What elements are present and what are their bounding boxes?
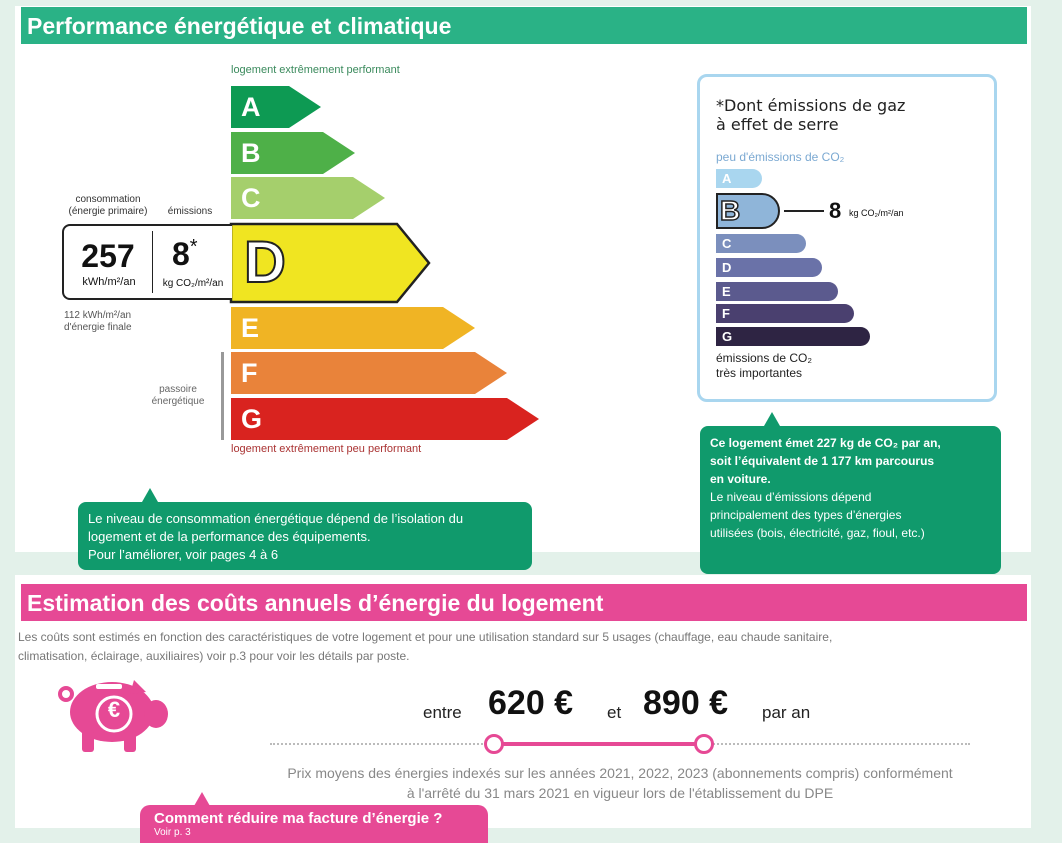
emissions-label: émissions <box>167 206 213 217</box>
final-energy-line1: 112 kWh/m²/an <box>64 310 132 321</box>
reduce-bill-tip <box>194 792 210 806</box>
bubble-tip-right <box>764 412 780 426</box>
costs-intro <box>18 628 1028 666</box>
bubble-line1: Le niveau de consommation énergétique dépend de l’isolation du <box>88 511 464 526</box>
ges-info-bubble <box>700 426 1001 574</box>
passoire-bracket <box>221 352 224 440</box>
ges-bubble-line5: principalement des types d’énergies <box>710 508 902 522</box>
ges-class-d-letter: D <box>716 258 822 277</box>
passoire-line2: énergétique <box>151 396 205 407</box>
price-note-line1: Prix moyens des énergies indexés sur les années 2021, 2022, 2023 (abonnements compris) conformément <box>287 765 953 781</box>
reduce-bill-subtitle[interactable]: Voir p. 3 <box>154 827 191 838</box>
ges-class-e <box>716 282 838 301</box>
ges-bubble-line6: utilisées (bois, électricité, gaz, fioul, etc.) <box>710 526 925 540</box>
ges-title-line2: à effet de serre <box>716 115 839 134</box>
price-note-line2: à l'arrêté du 31 mars 2021 en vigueur lors de l'établissement du DPE <box>406 785 834 801</box>
ges-unit: kg CO₂/m²/an <box>849 208 904 218</box>
ges-value: 8 <box>829 198 842 223</box>
ges-title-line1: *Dont émissions de gaz <box>716 96 906 115</box>
ges-class-e-letter: E <box>716 282 838 301</box>
ges-bottom-line1: émissions de CO₂ <box>716 351 813 365</box>
ges-bubble-line3: en voiture. <box>710 472 771 486</box>
conso-info-bubble <box>78 502 532 570</box>
passoire-line1: passoire <box>159 384 197 395</box>
ges-class-f-letter: F <box>716 304 854 323</box>
emissions-star: * <box>189 236 198 258</box>
conso-label-line1: consommation <box>75 194 141 205</box>
bubble-tip-left <box>142 488 158 502</box>
conso-value: 257 <box>81 238 135 274</box>
between-label: entre <box>423 703 462 722</box>
ges-bubble-line1: Ce logement émet 227 kg de CO₂ par an, <box>710 436 941 450</box>
range-max-handle <box>694 734 714 754</box>
conso-unit: kWh/m²/an <box>82 276 136 288</box>
ges-class-c-letter: C <box>716 234 806 253</box>
ges-class-f <box>716 304 854 323</box>
and-label: et <box>607 703 622 722</box>
emissions-number: 8 <box>172 236 190 272</box>
performance-title: Performance énergétique et climatique <box>21 7 1027 44</box>
range-min-handle <box>484 734 504 754</box>
class-f <box>231 352 507 394</box>
ges-pointer-line <box>784 210 824 212</box>
class-e <box>231 307 475 349</box>
ges-bottom-line2: très importantes <box>716 366 803 380</box>
class-g <box>231 398 539 440</box>
ges-class-d <box>716 258 822 277</box>
max-price: 890 € <box>643 684 729 722</box>
per-year-label: par an <box>762 703 811 722</box>
ges-class-b-letter: B <box>720 195 741 226</box>
ges-bubble-line2: soit l’équivalent de 1 177 km parcourus <box>710 454 935 468</box>
reduce-bill-title[interactable]: Comment réduire ma facture d’énergie ? <box>154 810 443 827</box>
class-a <box>231 86 321 128</box>
class-e-letter: E <box>231 307 443 349</box>
reduce-bill-link[interactable] <box>140 805 488 843</box>
min-price: 620 € <box>488 684 574 722</box>
class-b-letter: B <box>231 132 323 174</box>
ges-title <box>716 96 905 134</box>
range-bar <box>494 742 704 746</box>
bubble-line3: Pour l’améliorer, voir pages 4 à 6 <box>88 547 279 562</box>
passoire-label <box>138 384 218 408</box>
class-c <box>231 177 385 219</box>
class-f-letter: F <box>231 352 475 394</box>
costs-intro-line2: climatisation, éclairage, auxiliaires) voir p.3 pour voir les détails par poste. <box>18 649 410 663</box>
ges-class-g <box>716 327 870 346</box>
value-box-divider <box>152 231 153 293</box>
class-d-letter: D <box>244 230 286 295</box>
ges-bottom-hint <box>716 351 812 381</box>
class-g-letter: G <box>231 398 507 440</box>
emissions-unit: kg CO₂/m²/an <box>162 278 224 289</box>
emissions-value <box>172 236 198 273</box>
class-c-letter: C <box>231 177 353 219</box>
costs-intro-line1: Les coûts sont estimés en fonction des caractéristiques de votre logement et pour une utilisation standard sur 5 usages (chauffage, eau chaude sanitaire, <box>18 630 833 644</box>
bubble-line2: logement et de la performance des équipements. <box>88 529 371 544</box>
bottom-hint: logement extrêmement peu performant <box>231 443 422 455</box>
ges-class-c <box>716 234 806 253</box>
ges-class-g-letter: G <box>716 327 870 346</box>
final-energy-line2: d'énergie finale <box>64 322 132 333</box>
price-note <box>230 763 1010 803</box>
ges-class-a-letter: A <box>716 169 762 188</box>
costs-title: Estimation des coûts annuels d’énergie du logement <box>21 584 1027 621</box>
class-a-letter: A <box>231 86 289 128</box>
ges-bubble-line4: Le niveau d’émissions dépend <box>710 490 872 504</box>
euro-symbol: € <box>107 697 121 722</box>
conso-label-line2: (énergie primaire) <box>68 206 148 217</box>
final-energy-label <box>64 310 132 334</box>
class-b <box>231 132 355 174</box>
top-hint: logement extrêmement performant <box>231 64 400 76</box>
conso-label <box>58 194 158 218</box>
ges-class-a <box>716 169 762 188</box>
ges-top-hint: peu d'émissions de CO₂ <box>716 150 845 164</box>
